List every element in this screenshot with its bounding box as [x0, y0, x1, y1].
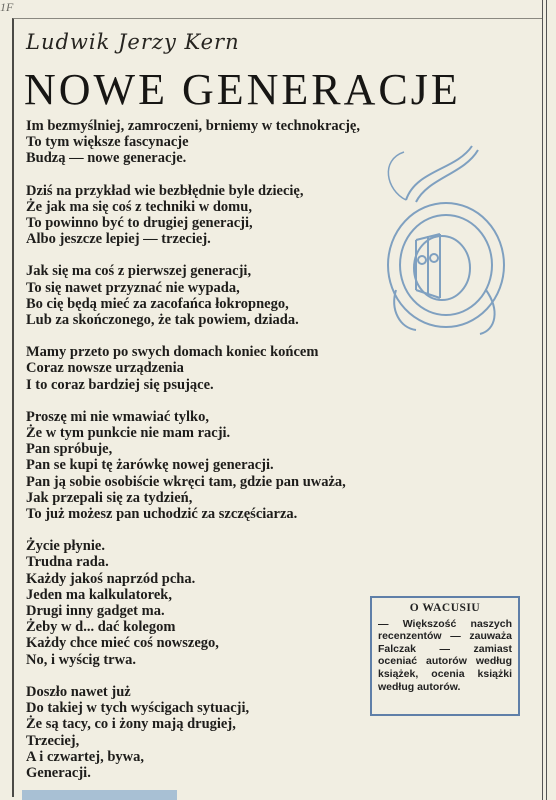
decorative-strip [22, 790, 177, 800]
poem-line: Trudna rada. [26, 554, 109, 571]
stanza [26, 344, 446, 393]
poem-line: Im bezmyślniej, zamroczeni, brniemy w technokrację, [26, 118, 360, 134]
poem-line: Pan spróbuje, [26, 441, 113, 458]
poem-line: Dziś na przykład wie bezbłędnie byle dziecię, [26, 182, 304, 199]
poem-line: Pan ją sobie osobiście wkręci tam, gdzie pan uważa, [26, 473, 346, 490]
poem-line: I to coraz bardziej się psujące. [26, 376, 214, 393]
poem-line: A i czwartej, bywa, [26, 748, 144, 765]
poem-line: Jeden ma kalkulatorek, [26, 586, 172, 603]
stanza [26, 409, 446, 522]
poem-line: Że są tacy, co i żony mają drugiej, [26, 716, 236, 733]
poem-line: No, i wyścig trwa. [26, 651, 136, 668]
sidebar-text: — Większość naszych recenzentów — zauważa Falczak — zamiast oceniać autorów według książek, ocenia książki według autorów. [378, 617, 512, 693]
sidebar-box [370, 596, 520, 716]
poem-line: Każdy chce mieć coś nowszego, [26, 635, 219, 652]
poem-line: Jak przepali się za tydzień, [26, 489, 193, 506]
poem-line: Drugi inny gadget ma. [26, 603, 165, 620]
poem-line: To powinno być to drugiej generacji, [26, 215, 253, 232]
article-title: NOWE GENERACJE [24, 65, 461, 114]
poem-line: Doszło nawet już [26, 683, 131, 700]
poem-line: Każdy jakoś naprzód pcha. [26, 570, 196, 587]
poem-line: Do takiej w tych wyścigach sytuacji, [26, 700, 250, 717]
poem-line: To się nawet przyznać nie wypada, [26, 279, 240, 296]
corner-mark: 1F [0, 0, 14, 14]
sidebar-title: O WACUSIU [409, 602, 481, 614]
author-name: Ludwik Jerzy Kern [26, 30, 240, 54]
poem-line: Mamy przeto po swych domach koniec końcem [26, 344, 319, 361]
poem-line: Budzą — nowe generacje. [26, 150, 187, 167]
poem-line: Żeby w d... dać kolegom [26, 619, 176, 636]
poem-line: Że w tym punkcie nie mam racji. [26, 425, 231, 442]
french-horn-icon [376, 140, 516, 340]
poem-line: Proszę mi nie wmawiać tylko, [26, 408, 209, 425]
poem-line: Bo cię będą mieć za zacofańca łokropnego, [26, 295, 289, 312]
poem-line: Trzeciej, [26, 732, 80, 749]
column-rule [542, 0, 547, 800]
poem-line: To tym większe fascynacje [26, 134, 189, 151]
poem-line: Jak się ma coś z pierwszej generacji, [26, 263, 252, 280]
poem-line: Że jak ma się coś z techniki w domu, [26, 198, 252, 215]
poem-line: Życie płynie. [26, 538, 105, 555]
poem-line: Lub za skończonego, że tak powiem, dziada. [26, 312, 299, 329]
poem-line: Coraz nowsze urządzenia [26, 360, 184, 377]
poem-line: Pan se kupi tę żarówkę nowej generacji. [26, 457, 274, 474]
poem-line: To już możesz pan uchodzić za szczęściarza. [26, 506, 298, 523]
poem-line: Albo jeszcze lepiej — trzeciej. [26, 231, 211, 248]
poem-line: Generacji. [26, 764, 91, 781]
